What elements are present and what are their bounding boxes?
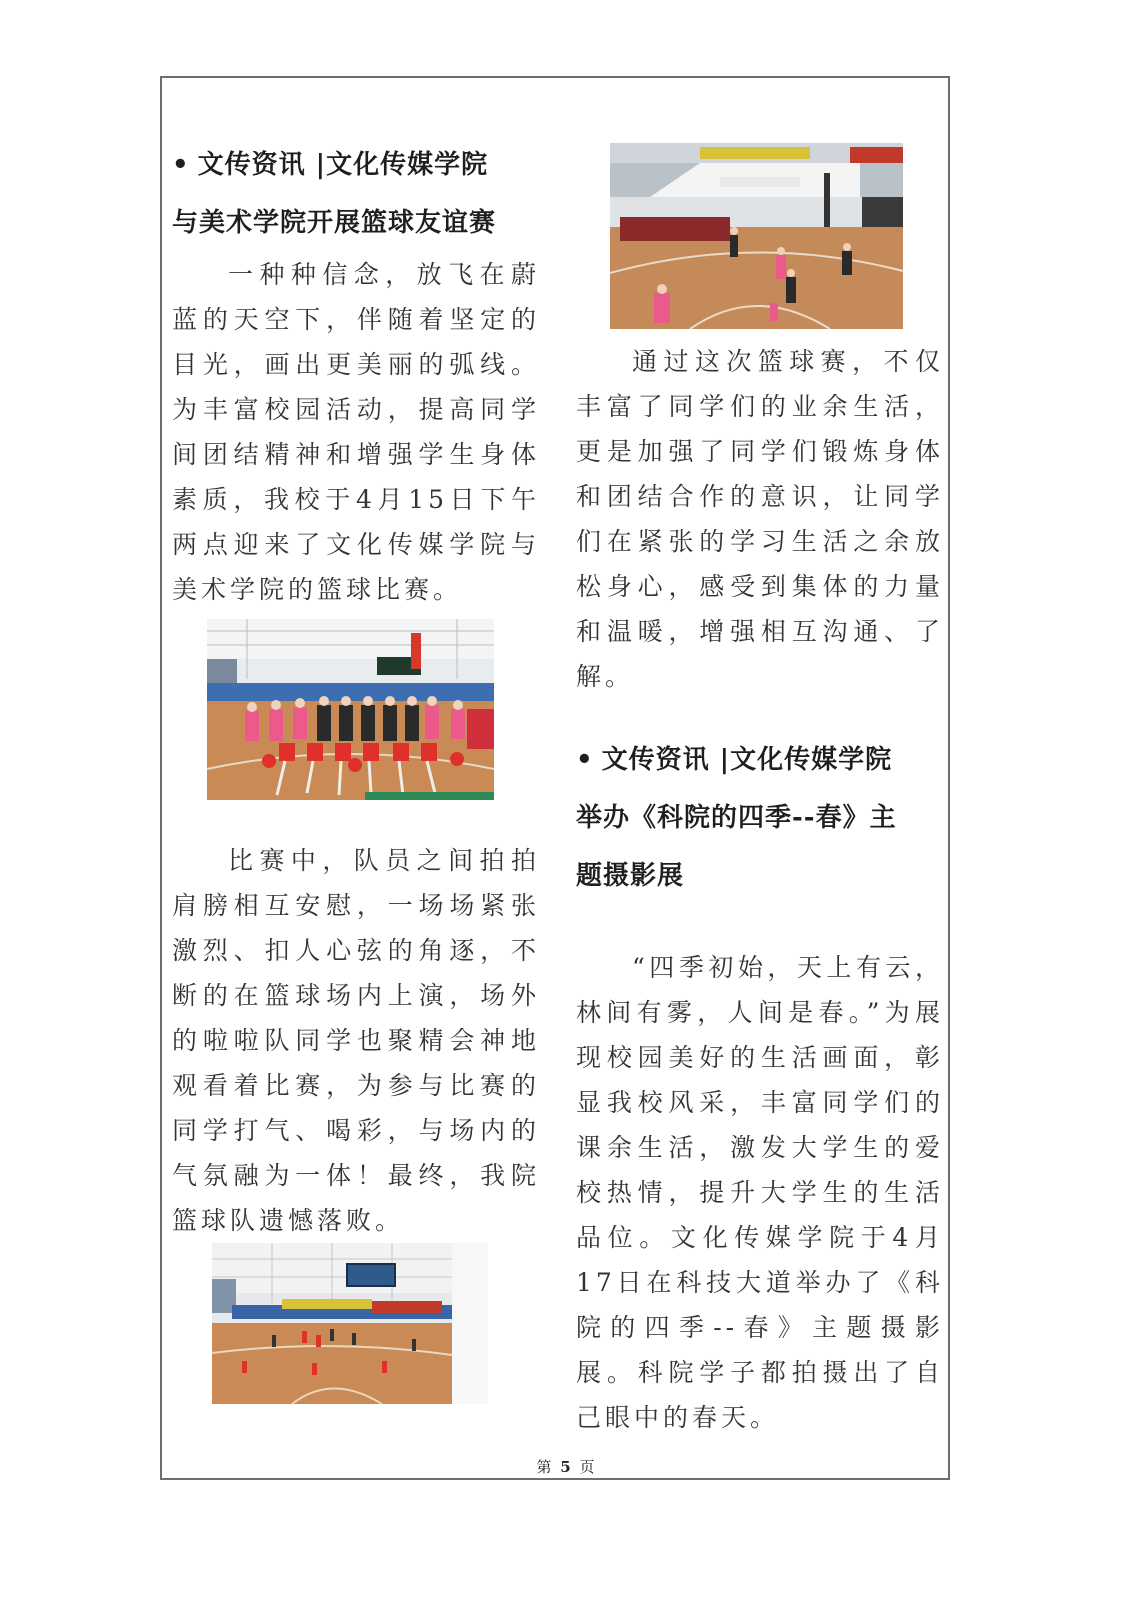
article2-heading-line2: 举办《科院的四季--春》主: [576, 803, 897, 833]
team-group-photo: [207, 619, 494, 800]
footer-suffix: 页: [579, 1458, 595, 1476]
article1-heading-line1: [172, 136, 540, 194]
article2-heading-line3: 题摄影展: [576, 861, 685, 891]
article1-heading-line2: 与美术学院开展篮球友谊赛: [172, 208, 497, 238]
bullet-icon: •: [172, 150, 190, 180]
game-wide-photo: [212, 1243, 488, 1404]
left-column: [172, 136, 540, 612]
article1-paragraph-3: 通过这次篮球赛，不仅丰富了同学们的业余生活，更是加强了同学们锻炼身体和团结合作的意识，让同学们在紧张的学习生活之余放松身心，感受到集体的力量和温暖，增强相互沟通、了解。: [576, 347, 944, 691]
article2-heading-line1: [576, 731, 944, 789]
footer-prefix: 第: [536, 1458, 552, 1476]
game-action-photo: [610, 143, 903, 329]
right-column: [576, 339, 944, 1440]
page-footer: [0, 1456, 1131, 1477]
article1-heading-text: 文传资讯 |文化传媒学院: [197, 150, 489, 180]
article1-paragraph-2: 比赛中，队员之间拍拍肩膀相互安慰，一场场紧张激烈、扣人心弦的角逐，不断的在篮球场内上演，场外的啦啦队同学也聚精会神地观看着比赛，为参与比赛的同学打气、喝彩，与场内的气氛融为一体！最终，我院篮球队遗憾落败。: [172, 846, 540, 1235]
page-number: 5: [560, 1458, 571, 1476]
bullet-icon: •: [576, 745, 594, 775]
article2-heading-text: 文传资讯 |文化传媒学院: [601, 745, 893, 775]
article2-paragraph-1: “四季初始，天上有云，林间有雾，人间是春。”为展现校园美好的生活画面，彰显我校风采，丰富同学们的课余生活，激发大学生的爱校热情，提升大学生的生活品位。文化传媒学院于4月17日在科技大道举办了《科院的四季--春》主题摄影展。科院学子都拍摄出了自己眼中的春天。: [576, 953, 944, 1432]
article1-paragraph-1: 一种种信念，放飞在蔚蓝的天空下，伴随着坚定的目光，画出更美丽的弧线。为丰富校园活动，提高同学间团结精神和增强学生身体素质，我校于4月15日下午两点迎来了文化传媒学院与美术学院的篮球比赛。: [172, 260, 540, 604]
